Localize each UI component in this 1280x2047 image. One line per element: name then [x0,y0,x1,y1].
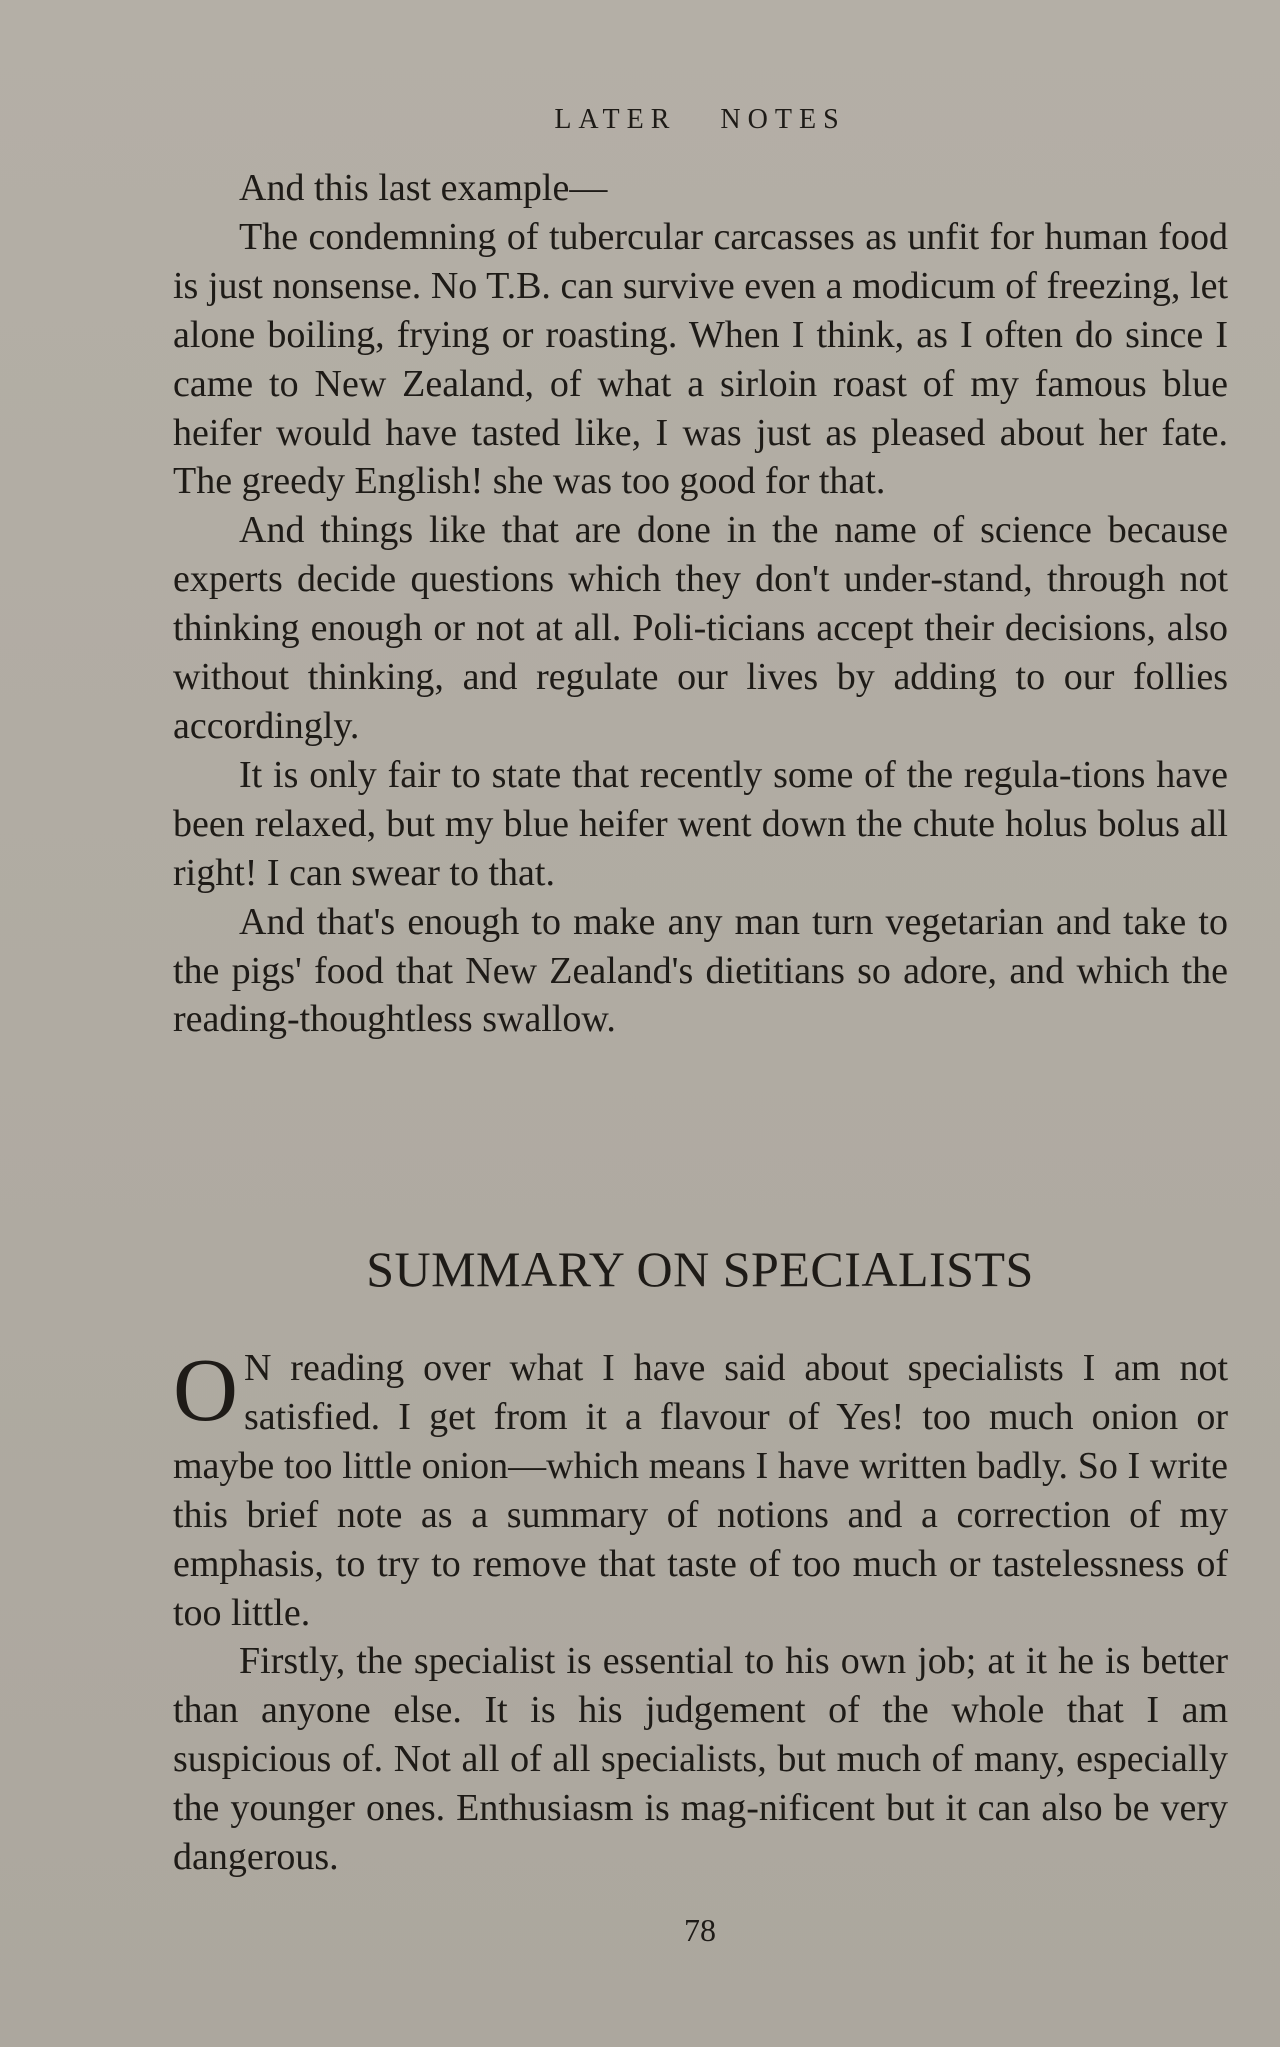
paragraph: And this last example— [239,167,608,209]
paragraph: It is only fair to state that recently some of the regula‑tions have been relaxed, but my blue heifer went down the chute holus bolus all right! I can swear to that. [173,753,1228,894]
upper-text-block [173,164,1228,1044]
paragraph-text: N reading over what I have said about specialists I am not satisfied. I get from it a flavour of Yes! too much onion or maybe too little onion—which means I have written badly. So I write this brief note as a summary of notions and a correction of my emphasis, to try to remove that taste of too much or tastelessness of too little. [173,1347,1228,1634]
lower-text-block [173,1341,1228,1882]
drop-cap: O [173,1341,238,1440]
paragraph: And things like that are done in the name of science because experts decide questions which they don't under‑stand, through not thinking enough or not at all. Poli‑ticians accept their decisions, also without thinking, and regulate our lives by adding to our follies accordingly. [173,509,1228,747]
paragraph: The condemning of tubercular carcasses as unfit for human food is just nonsense. No T.B. can survive even a modicum of freezing, let alone boiling, frying or roasting. When I think, as I often do since I came to New Zealand, of what a sirloin roast of my famous blue heifer would have tasted like, I was just as pleased about her fate. The greedy English! she was too good for that. [173,215,1228,503]
section-heading: SUMMARY ON SPECIALISTS [366,1241,1034,1297]
paragraph: And that's enough to make any man turn vegetarian and take to the pigs' food that New Zealand's dietitians so adore, and which the reading‑thoughtless swallow. [173,900,1228,1041]
running-head: LATER NOTES [554,104,846,135]
paragraph: Firstly, the specialist is essential to his own job; at it he is better than anyone else. It is his judgement of the whole that I am suspicious of. Not all of all specialists, but much of many, especially the younger ones. Enthusiasm is mag‑nificent but it can also be very dangerous. [173,1640,1228,1879]
paragraph [173,1341,1228,1637]
page-number: 78 [684,1912,716,1948]
